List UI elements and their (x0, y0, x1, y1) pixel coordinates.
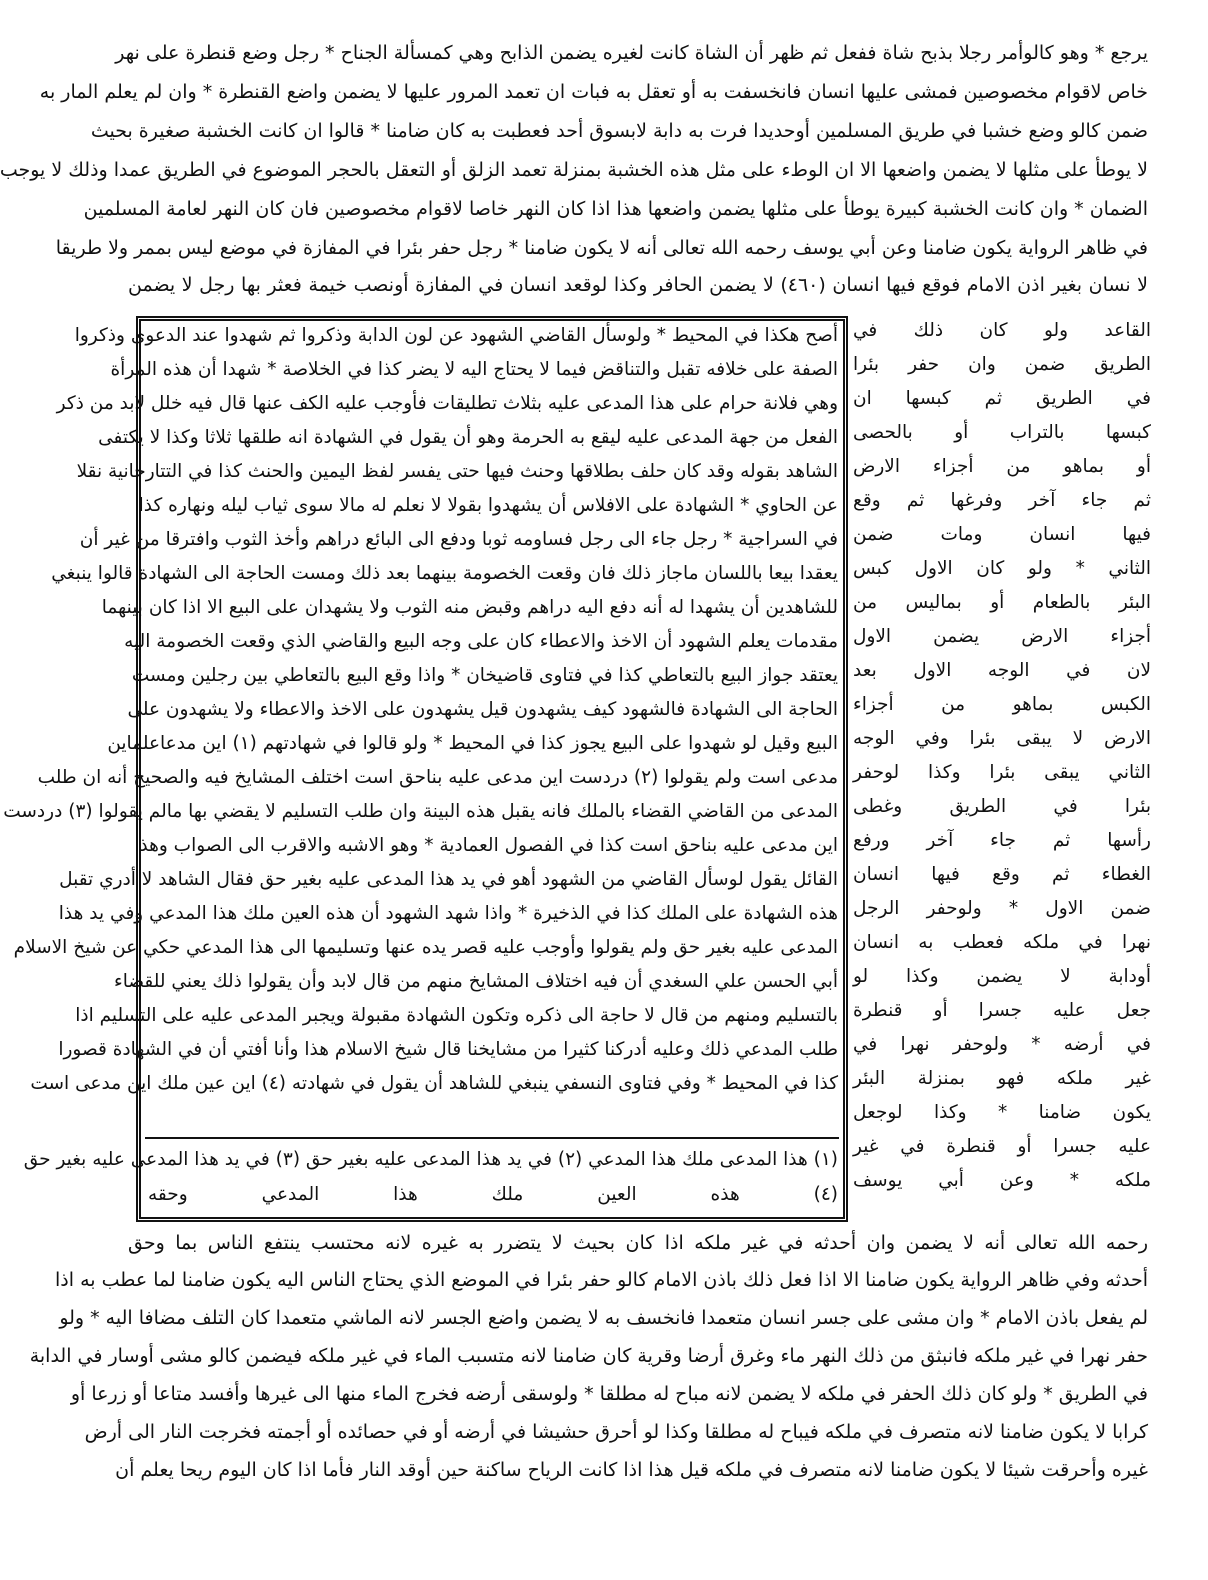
side-column (853, 316, 1151, 1222)
side-line: غير ملكه فهو بمنزلة البئر (853, 1068, 1151, 1089)
side-line: في أرضه * ولوحفر نهرا في (853, 1034, 1151, 1055)
box-line: أصح هكذا في المحيط * ولوسأل القاضي الشهود عن لون الدابة وذكروا ثم شهدوا عند الدعوى وذكروا (74, 325, 838, 346)
side-line: الطريق ضمن وان حفر بئرا (853, 354, 1151, 375)
box-line: اين مدعى عليه بناحق است كذا في الفصول العمادية * وهو الاشبه والاقرب الى الصواب وهذا (134, 835, 838, 856)
box-line: في السراجية * رجل جاء الى رجل فساومه ثوبا ودفع الى البائع دراهم وأخذ الثوب وافترقا من غير أن (79, 529, 838, 550)
box-line: البيع وقيل لو شهدوا على البيع يجوز كذا في المحيط * ولو قالوا في شهادتهم (١) اين مدعاعلماين (107, 733, 838, 754)
side-line: عليه جسرا أو قنطرة في غير (853, 1136, 1151, 1157)
bottom-line-2: أحدثه وفي ظاهر الرواية يكون ضامنا الا اذا فعل ذلك باذن الامام كالو حفر بئرا في الموضع الذي يحتاج الناس اليه يكون ضامنا لما عطب به اذا (55, 1269, 1148, 1291)
footnote-divider (145, 1137, 839, 1139)
side-line: لان في الوجه الاول بعد (853, 660, 1151, 681)
side-line: يكون ضامنا * وكذا لوجعل (853, 1102, 1151, 1123)
side-line: الارض لا يبقى بئرا وفي الوجه (853, 728, 1151, 749)
box-line: الشاهد بقوله وقد كان حلف بطلاقها وحنث فيها حتى يفسر لفظ اليمين والحنث كذا في التتارخانية نقلا (76, 461, 838, 482)
box-line: كذا في المحيط * وفي فتاوى النسفي ينبغي للشاهد أن يقول في شهادته (٤) اين عين ملك اين مدعى است (30, 1073, 838, 1094)
side-line: أجزاء الارض يضمن الاول (853, 626, 1151, 647)
side-line: ملكه * وعن أبي يوسف (853, 1170, 1151, 1191)
side-line: كبسها بالتراب أو بالحصى (853, 422, 1151, 443)
side-line: جعل عليه جسرا أو قنطرة (853, 1000, 1151, 1021)
side-line: بئرا في الطريق وغطى (853, 796, 1151, 817)
top-line-6: في ظاهر الرواية يكون ضامنا وعن أبي يوسف رحمه الله تعالى أنه لا يكون ضامنا * رجل حفر بئرا في المفازة في موضع ليس بممر ولا طريقا (55, 237, 1148, 259)
side-line: في الطريق ثم كبسها ان (853, 388, 1151, 409)
box-line: أبي الحسن علي السغدي أن فيه اختلاف المشايخ منهم من قال لابد وأن يقولوا ذلك يعني للقضاء (114, 971, 838, 992)
box-line: مقدمات يعلم الشهود أن الاخذ والاعطاء كان على وجه البيع والقاضي الذي وقعت الخصومة اليه (124, 631, 838, 652)
side-line: الثاني يبقى بئرا وكذا لوحفر (853, 762, 1151, 783)
box-line: للشاهدين أن يشهدا له أنه دفع اليه دراهم وقبض منه الثوب ولا يشهدان على البيع الا اذا كان بينهما (101, 597, 838, 618)
box-line: وهي فلانة حرام على هذا المدعى عليه بثلاث تطليقات فأوجب عليه الكف عنها قال فيه خلل لابد من ذكر (56, 393, 838, 414)
side-line: الغطاء ثم وقع فيها انسان (853, 864, 1151, 885)
side-line: الثاني * ولو كان الاول كبس (853, 558, 1151, 579)
side-line: الكبس بماهو من أجزاء (853, 694, 1151, 715)
bottom-line-3: لم يفعل باذن الامام * وان مشى على جسر انسان متعمدا فانخسف به لا يضمن واضع الجسر لانه الماشي متعمدا كان التلف مضافا اليه * ولو (59, 1307, 1148, 1329)
side-line: نهرا في ملكه فعطب به انسان (853, 932, 1151, 953)
side-line: أودابة لا يضمن وكذا لو (853, 966, 1151, 987)
top-line-1: يرجع * وهو كالوأمر رجلا بذبح شاة ففعل ثم ظهر أن الشاة كانت لغيره يضمن الذابح وهي كمسألة الجناح * رجل وضع قنطرة على نهر (115, 42, 1148, 64)
box-line: المدعى عليه بغير حق ولم يقولوا وأوجب عليه قصر يده عنها وتسليمها الى هذا المدعي حكي عن شيخ الاسلام (13, 937, 838, 958)
bottom-line-1: رحمه الله تعالى أنه لا يضمن وان أحدثه في غير ملكه اذا كان بحيث لا يتضرر به غيره لانه محتسب ينتفع الناس بما وحق (128, 1232, 1148, 1254)
box-line: طلب المدعي ذلك وعليه أدركنا كثيرا من مشايخنا قال شيخ الاسلام هذا وأنا أفتي أن في الشهادة قصورا (58, 1039, 838, 1060)
box-line: الفعل من جهة المدعى عليه ليقع به الحرمة وهو أن يقول في الشهادة انه طلقها ثلاثا وكذا لا يكتفى (98, 427, 838, 448)
side-line: أو بماهو من أجزاء الارض (853, 456, 1151, 477)
side-line: البئر بالطعام أو بماليس من (853, 592, 1151, 613)
side-line: ثم جاء آخر وفرغها ثم وقع (853, 490, 1151, 511)
box-line: الحاجة الى الشهادة فالشهود كيف يشهدون قيل يشهدون على الاخذ والاعطاء ولا يشهدون على (127, 699, 838, 720)
box-line: عن الحاوي * الشهادة على الافلاس أن يشهدوا بقولا لا نعلم له مالا سوى ثياب ليله ونهاره كذا (138, 495, 838, 516)
side-line: فيها انسان ومات ضمن (853, 524, 1151, 545)
box-line: القائل يقول لوسأل القاضي من الشهود أهو في يد هذا المدعى عليه بغير حق فقال الشاهد لا أدري تقبل (59, 869, 838, 890)
box-line: هذه الشهادة على الملك كذا في الذخيرة * واذا شهد الشهود أن هذه العين ملك هذا المدعي وفي يد هذا (58, 903, 838, 924)
top-line-4: لا يوطأ على مثلها لا يضمن واضعها الا ان الوطء على مثل هذه الخشبة بمنزلة تعمد الزلق أو التعقل بالحجر الموضوع في الطريق عمدا وذلك لا يوجب (0, 159, 1148, 181)
side-line: رأسها ثم جاء آخر ورفع (853, 830, 1151, 851)
side-line: ضمن الاول * ولوحفر الرجل (853, 898, 1151, 919)
top-line-2: خاص لاقوام مخصوصين فمشى عليها انسان فانخسفت به أو تعقل به فبات ان تعمد المرور عليها لا يضمن واضع القنطرة * وان لم يعلم المار به (39, 81, 1148, 103)
footnote-line: (٤) هذه العين ملك هذا المدعي وحقه (148, 1184, 838, 1205)
top-line-7: لا نسان بغير اذن الامام فوقع فيها انسان (٤٦٠) لا يضمن الحافر وكذا لوقعد انسان في المفازة أونصب خيمة فعثر بها رجل لا يضمن (128, 274, 1149, 296)
box-line: المدعى من القاضي القضاء بالملك فانه يقبل هذه البينة وان طلب التسليم لا يقضي بها مالم يقولوا (٣) دردست (3, 801, 838, 822)
side-line: القاعد ولو كان ذلك في (853, 320, 1151, 341)
box-line: يعتقد جواز البيع بالتعاطي كذا في فتاوى قاضيخان * واذا وقع البيع بالتعاطي بين رجلين ومست (131, 665, 838, 686)
bottom-line-6: كرابا لا يكون ضامنا لانه متصرف في ملكه فيباح له مطلقا وكذا لو أحرق حشيشا في أرضه أو في حصائده أو أجمته فخرجت النار الى أرض (84, 1421, 1148, 1443)
top-line-3: ضمن كالو وضع خشبا في طريق المسلمين أوحديدا فرت به دابة لابسوق أحد فعطبت به كان ضامنا * قالوا ان كانت الخشبة صغيرة بحيث (90, 120, 1148, 142)
box-line: يعقدا بيعا باللسان ماجاز ذلك فان وقعت الخصومة بينهما بعد ذلك ومست الحاجة الى الشهادة قالوا ينبغي (51, 563, 838, 584)
top-line-5: الضمان * وان كانت الخشبة كبيرة يوطأ على مثلها يضمن واضعها هذا اذا كان النهر خاصا لاقوام مخصوصين فان كان النهر لعامة المسلمين (83, 198, 1148, 220)
box-line: مدعى است ولم يقولوا (٢) دردست اين مدعى عليه بناحق است اختلف المشايخ فيه والصحيح أنه ان طلب (37, 767, 838, 788)
bottom-line-5: في الطريق * ولو كان ذلك الحفر في ملكه لا يضمن لانه مباح له مطلقا * ولوسقى أرضه فخرج الماء منها الى غيرها وأفسد متاعا أو زرعا أو (70, 1383, 1148, 1405)
footnote-line: (١) هذا المدعى ملك هذا المدعي (٢) في يد هذا المدعى عليه بغير حق (٣) في يد هذا المدعى عليه بغير حق (23, 1149, 838, 1170)
bottom-line-4: حفر نهرا في غير ملكه فانبثق من ذلك النهر ماء وغرق أرضا وقرية كان ضامنا لانه متسبب الماء في غير ملكه فيضمن كالو مشى أوسار في الدابة (29, 1345, 1148, 1367)
bottom-line-7: غيره وأحرقت شيئا لا يكون ضامنا لانه متصرف في ملكه قيل هذا اذا كانت الرياح ساكنة حين أوقد النار فأما اذا كان اليوم ريحا يعلم أن (115, 1459, 1148, 1481)
box-line: الصفة على خلافه تقبل والتناقض فيما لا يحتاج اليه لا يضر كذا في الخلاصة * شهدا أن هذه المرأة (110, 359, 838, 380)
box-line: بالتسليم ومنهم من قال لا حاجة الى ذكره وتكون الشهادة مقبولة ويجبر المدعى عليه على التسليم اذا (75, 1005, 838, 1026)
